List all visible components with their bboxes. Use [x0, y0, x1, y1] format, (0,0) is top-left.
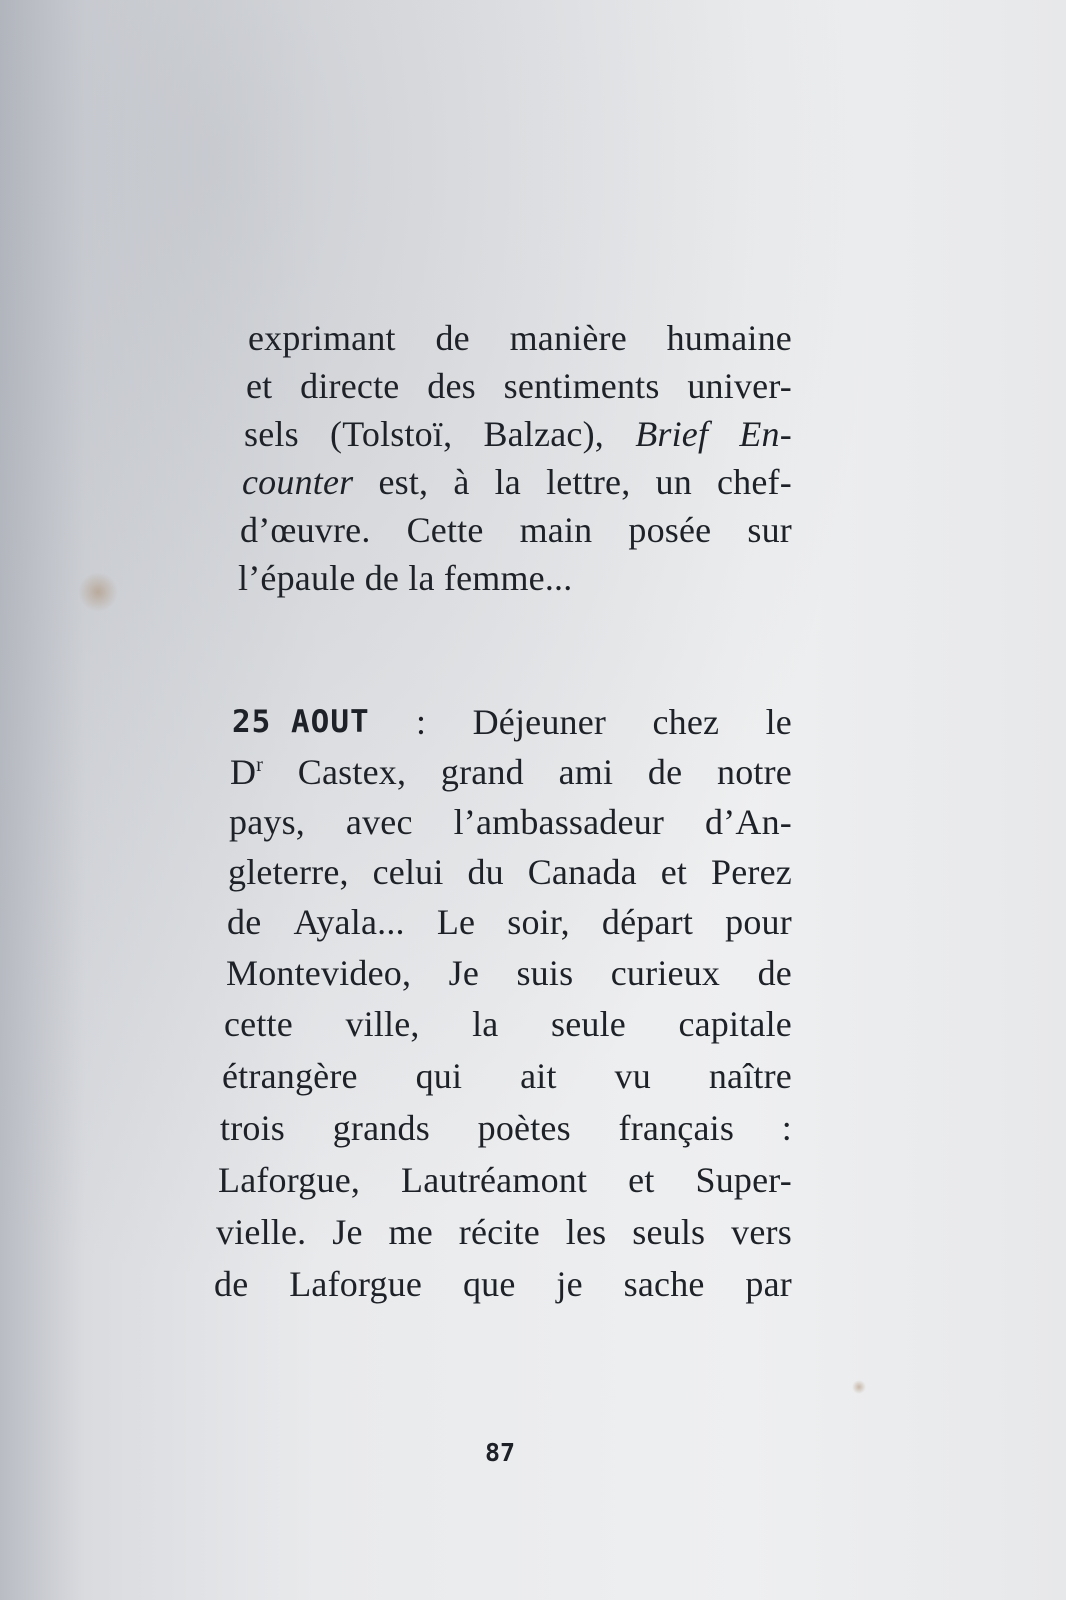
text-line: $D^r$ Castex, grand ami de notre: [230, 752, 792, 792]
paper-stain: [852, 1380, 866, 1394]
text-line: d’œuvre. Cette main posée sur: [240, 510, 792, 550]
text-line: et directe des sentiments univer-: [246, 366, 792, 406]
text-line: vielle. Je me récite les seuls vers: [216, 1212, 792, 1252]
text-line: de Ayala... Le soir, départ pour: [227, 902, 792, 942]
paper-stain: [78, 572, 118, 612]
text-line: exprimant de manière humaine: [248, 318, 792, 358]
text-line: Laforgue, Lautréamont et Super-: [218, 1160, 792, 1200]
text-line: counter est, à la lettre, un chef-: [242, 462, 792, 502]
text-line: trois grands poètes français :: [220, 1108, 792, 1148]
text-line: Montevideo, Je suis curieux de: [226, 953, 792, 993]
text-line: 25 AOUT : Déjeuner chez le: [232, 702, 792, 742]
text-line: gleterre, celui du Canada et Perez: [228, 852, 792, 892]
text-line: cette ville, la seule capitale: [224, 1004, 792, 1044]
entry-date: 25 AOUT: [232, 704, 370, 740]
text-line: étrangère qui ait vu naître: [222, 1056, 792, 1096]
page-number: 87: [484, 1438, 516, 1467]
text-line: sels (Tolstoï, Balzac), Brief En-: [244, 414, 792, 454]
text-line: pays, avec l’ambassadeur d’An-: [229, 802, 792, 842]
text-line: l’épaule de la femme...: [238, 558, 573, 598]
text-line: de Laforgue que je sache par: [214, 1264, 792, 1304]
